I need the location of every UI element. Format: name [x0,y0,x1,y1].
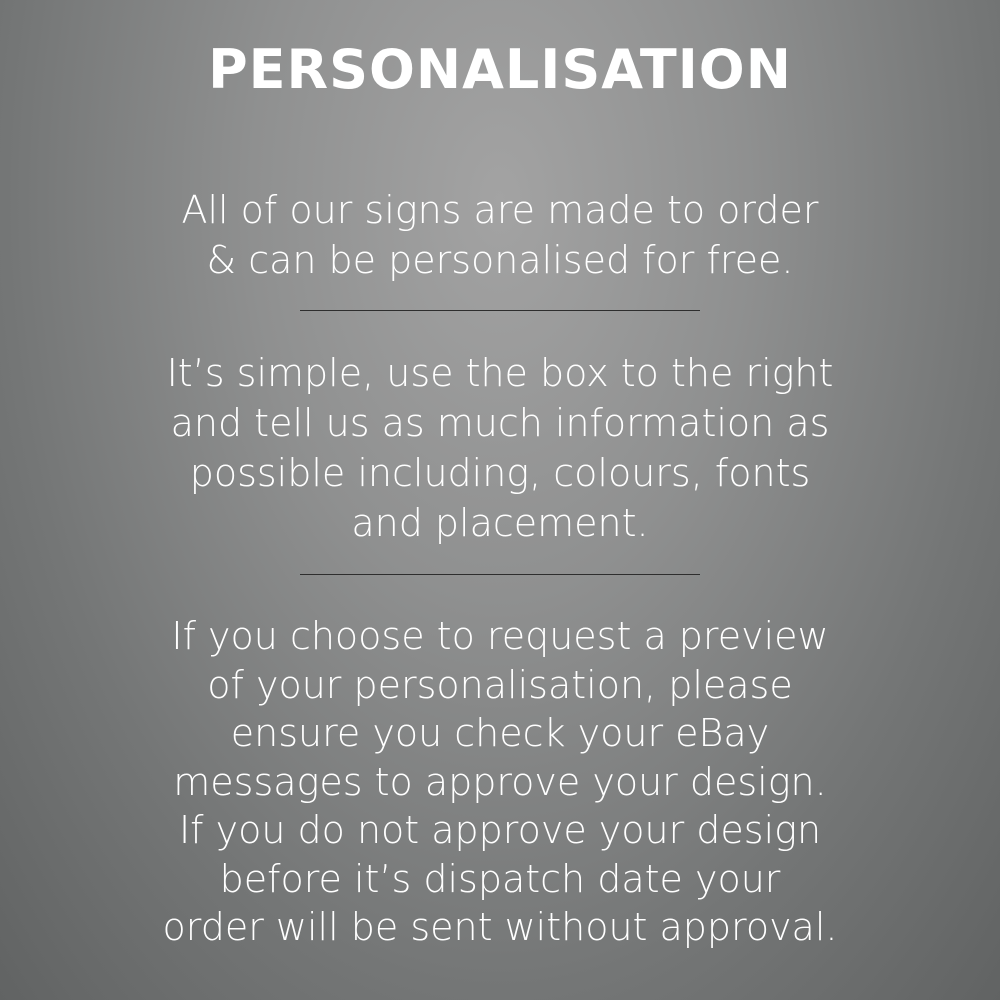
paragraph-line: and placement. [351,501,649,545]
paragraph-line: All of our signs are made to order [181,188,819,232]
paragraph-line: & can be personalised for free. [206,238,794,282]
divider [300,574,700,575]
paragraph-line: messages to approve your design. [173,759,827,804]
paragraph-line: If you do not approve your design [178,808,822,852]
paragraph-line: of your personalisation, please [207,662,793,707]
paragraph-line: and tell us as much information as [170,401,830,445]
paragraph-line: before it’s dispatch date your [219,856,781,901]
paragraph-line: If you choose to request a preview [171,614,829,658]
preview-approval-paragraph [0,612,1000,952]
intro-paragraph [0,185,1000,285]
divider [300,310,700,311]
instructions-paragraph [0,348,1000,548]
paragraph-line: ensure you check your eBay [230,711,770,755]
paragraph-line: It’s simple, use the box to the right [166,351,834,395]
paragraph-line: order will be sent without approval. [162,905,838,949]
paragraph-line: possible including, colours, fonts [189,451,811,495]
page-title: PERSONALISATION [208,38,792,101]
